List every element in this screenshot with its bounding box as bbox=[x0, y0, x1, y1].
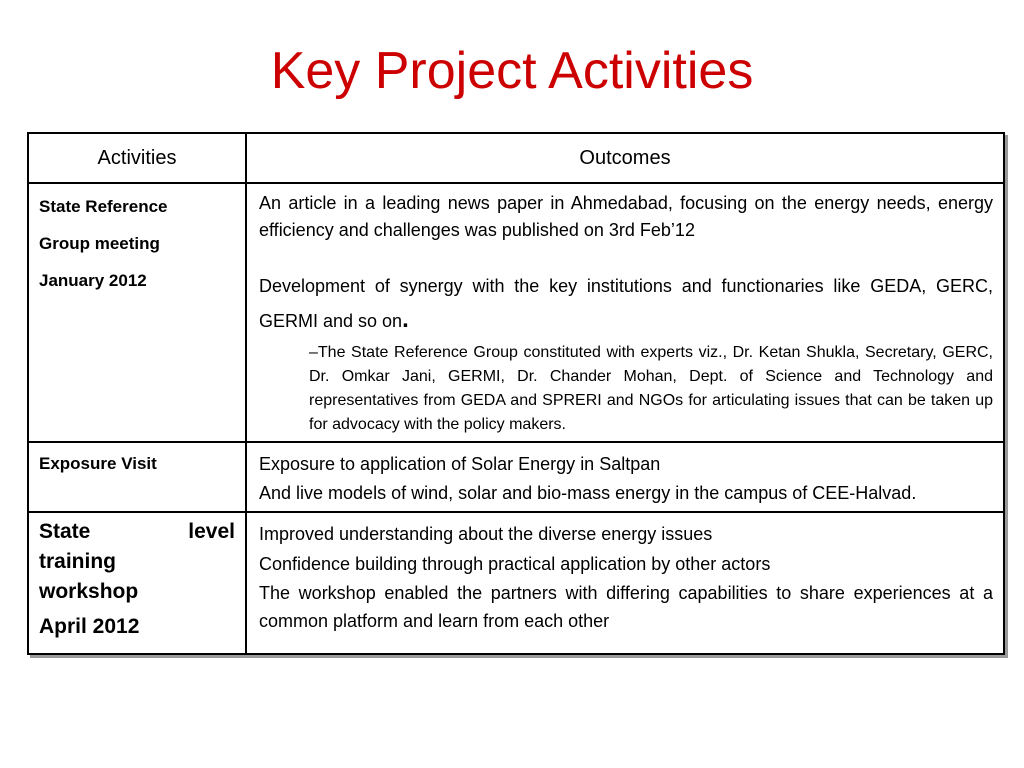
activity-line: Exposure Visit bbox=[39, 454, 157, 473]
activity-line: training bbox=[39, 550, 116, 573]
table-row bbox=[28, 183, 1004, 442]
outcome-text: An article in a leading news paper in Ahmedabad, focusing on the energy needs, energy efficiency and challenges was published on 3rd Feb’12 bbox=[259, 193, 993, 240]
outcome-text: Exposure to application of Solar Energy in Saltpan bbox=[259, 454, 661, 474]
outcome-text: Confidence building through practical application by other actors bbox=[259, 554, 771, 574]
header-activities: Activities bbox=[28, 133, 246, 183]
activity-line: State Reference bbox=[39, 197, 168, 216]
outcome-cell bbox=[246, 183, 1004, 442]
activity-word: State bbox=[39, 520, 91, 543]
activity-line: Group meeting bbox=[39, 234, 160, 253]
activity-cell bbox=[28, 183, 246, 442]
table-header-row bbox=[28, 133, 1004, 183]
activity-cell bbox=[28, 442, 246, 512]
activity-line: January 2012 bbox=[39, 271, 147, 290]
activities-table bbox=[27, 132, 1005, 655]
slide-title: Key Project Activities bbox=[270, 42, 754, 100]
table-row bbox=[28, 512, 1004, 654]
outcome-text-body: Development of synergy with the key institutions and functionaries like GEDA, GERC, GERMI and so on bbox=[259, 276, 993, 331]
outcome-text: The workshop enabled the partners with differing capabilities to share experiences at a common platform and learn from each other bbox=[259, 583, 993, 631]
outcome-text bbox=[259, 270, 993, 338]
outcome-terminal: . bbox=[402, 306, 409, 333]
outcome-cell bbox=[246, 442, 1004, 512]
activity-word: level bbox=[188, 520, 235, 543]
outcome-cell bbox=[246, 512, 1004, 654]
header-outcomes: Outcomes bbox=[246, 133, 1004, 183]
activity-cell bbox=[28, 512, 246, 654]
outcome-text: Improved understanding about the diverse energy issues bbox=[259, 524, 713, 544]
activity-line: April 2012 bbox=[39, 615, 140, 638]
sub-outcome-text: –The State Reference Group constituted with experts viz., Dr. Ketan Shukla, Secretary, GERC, Dr. Omkar Jani, GERMI, Dr. Chander Mohan, Dept. of Science and Technology and representatives from GEDA and SPRERI and NGOs for articulating issues that can be taken up for advocacy with the policy makers. bbox=[309, 344, 993, 433]
activity-line: workshop bbox=[39, 580, 139, 603]
table-row bbox=[28, 442, 1004, 512]
outcome-text: And live models of wind, solar and bio-mass energy in the campus of CEE-Halvad. bbox=[259, 483, 917, 503]
activity-line bbox=[39, 517, 235, 547]
